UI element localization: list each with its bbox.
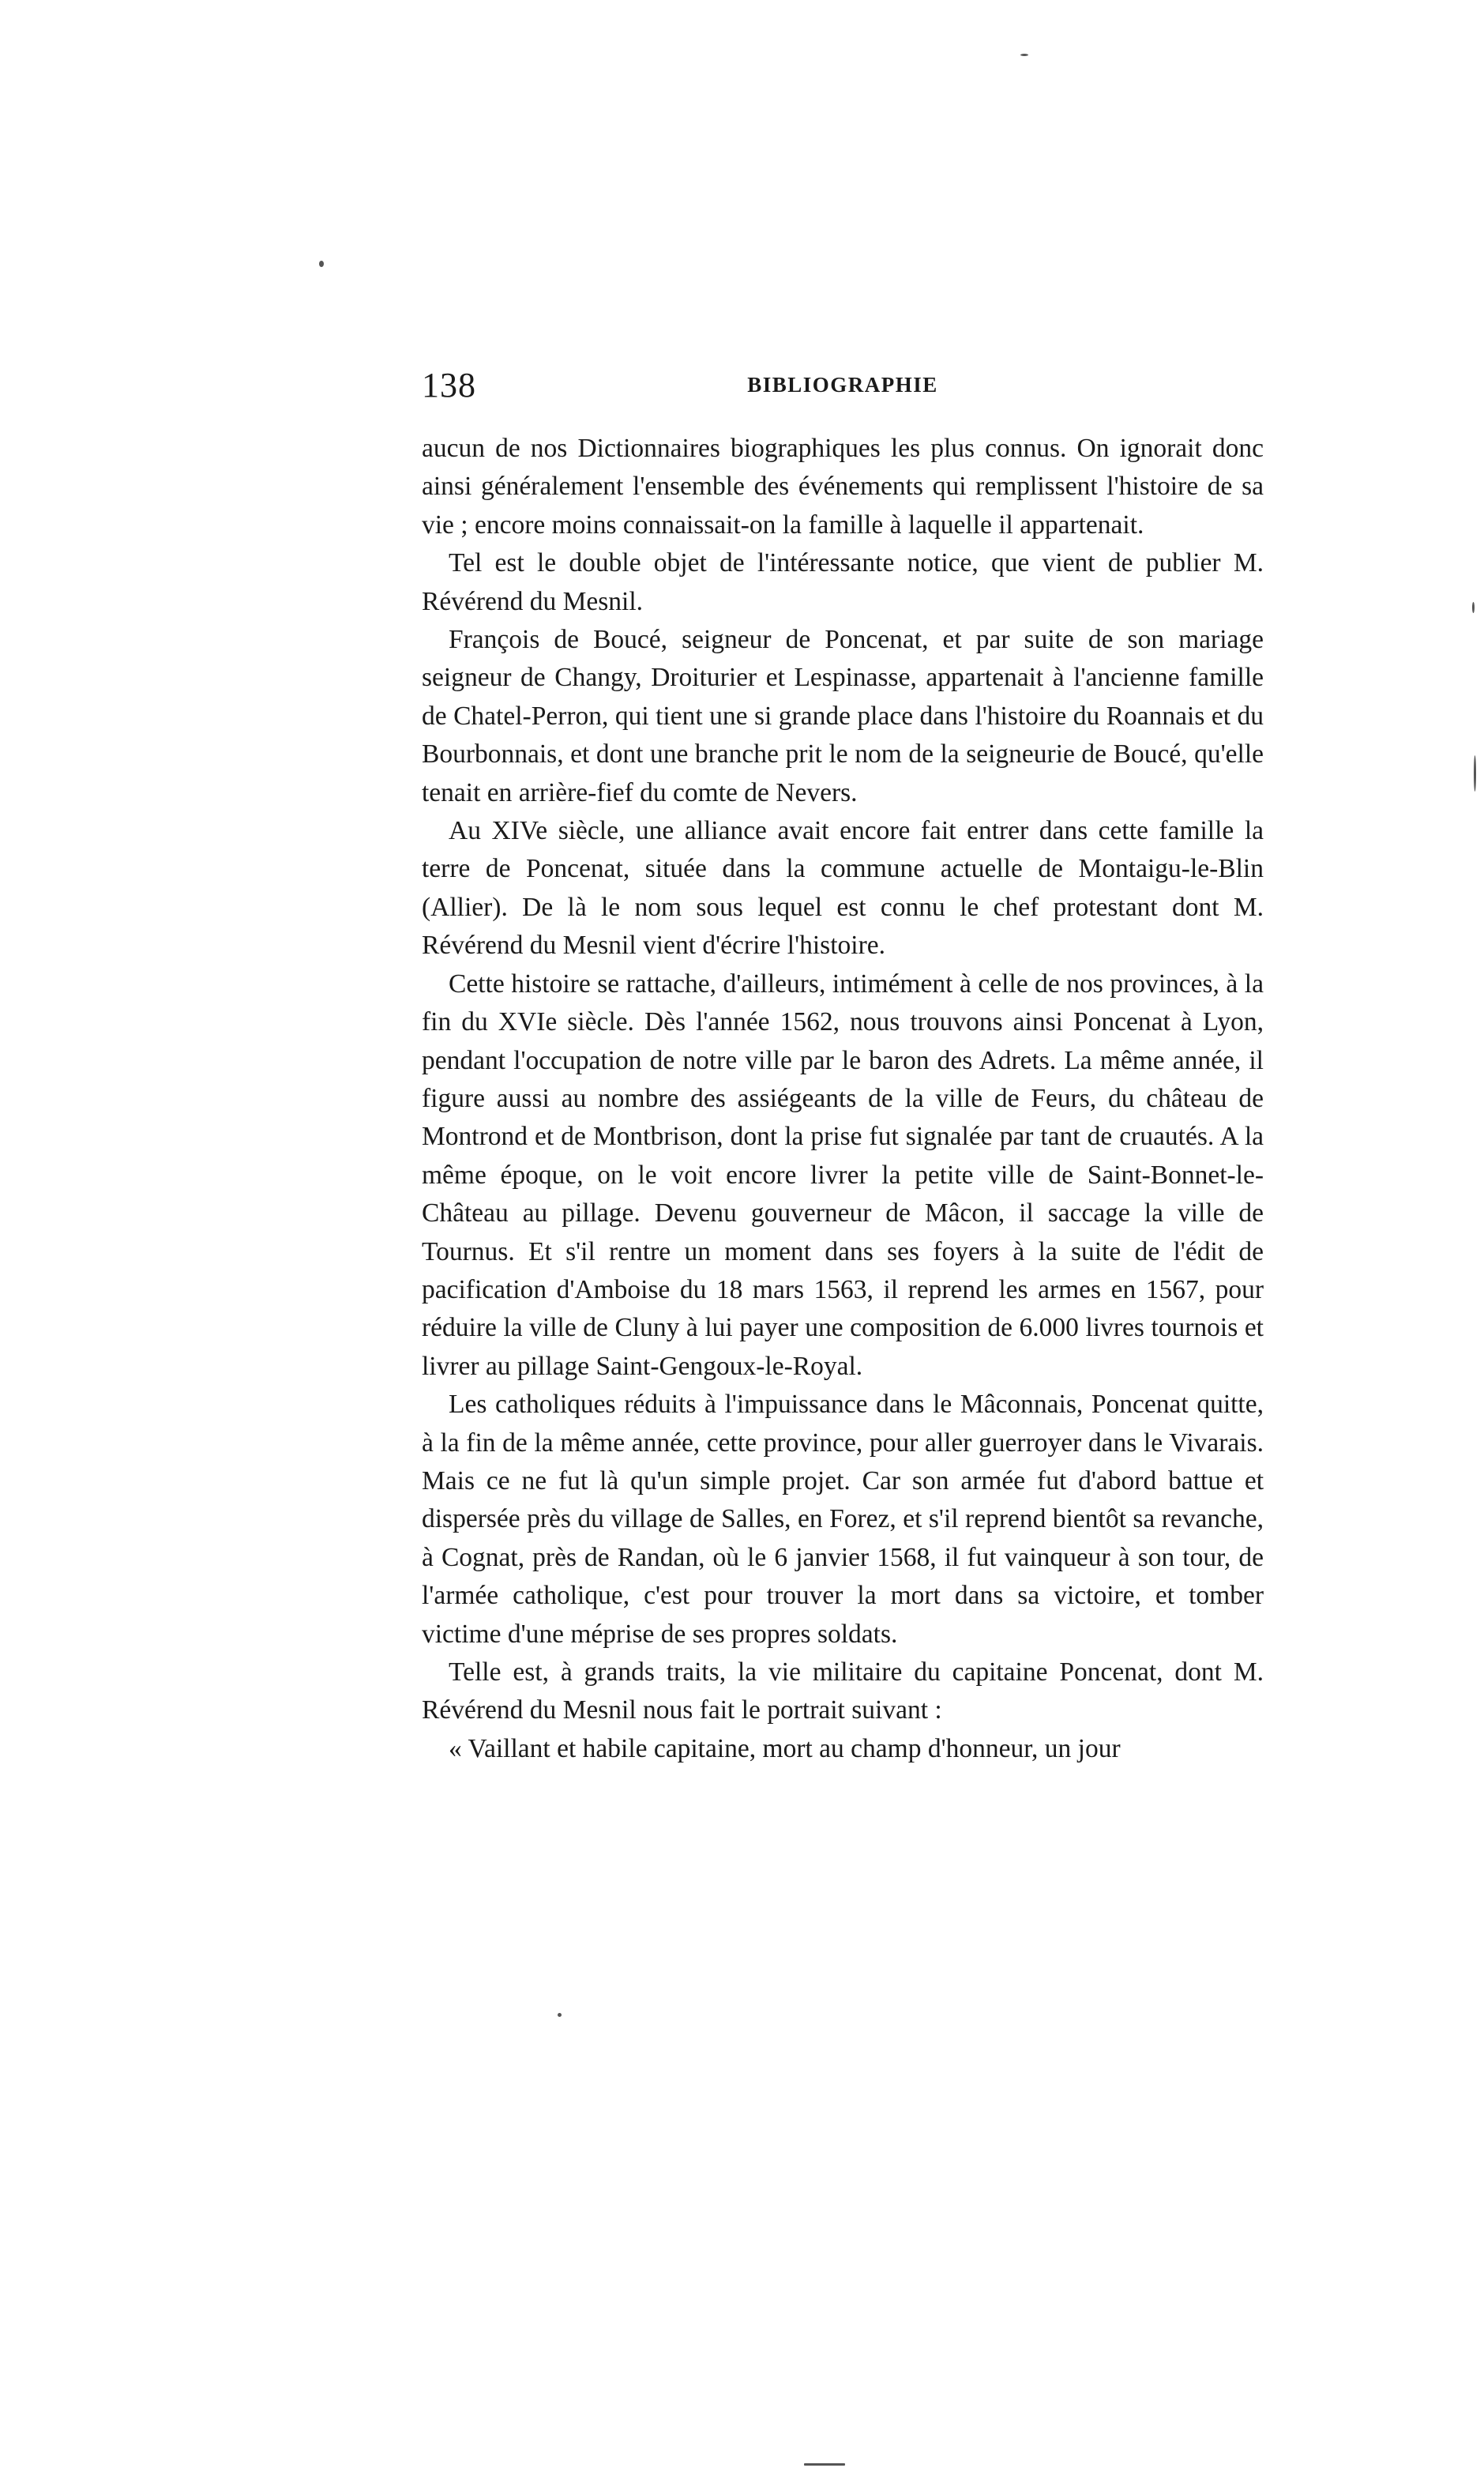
scan-speck <box>1020 54 1028 56</box>
paragraph-5: Cette histoire se rattache, d'ailleurs, intimément à celle de nos provinces, à la fin du XVIe siècle. Dès l'année 1562, nous trouvons ainsi Poncenat à Lyon, pendant l'occupation de notre ville par le baron des Adrets. La même année, il figure aussi au nombre des assiégeants de la ville de Feurs, du château de Montrond et de Montbrison, dont la prise fut signalée par tant de cruautés. A la même époque, on le voit encore livrer la petite ville de Saint-Bonnet-le-Château au pillage. Devenu gouverneur de Mâcon, il saccage la ville de Tournus. Et s'il rentre un moment dans ses foyers à la suite de l'édit de pacification d'Amboise du 18 mars 1563, il reprend les armes en 1567, pour réduire la ville de Cluny à lui payer une composition de 6.000 livres tournois et livrer au pillage Saint-Gengoux-le-Royal. <box>422 969 1264 1381</box>
paragraph-3: François de Boucé, seigneur de Poncenat, et par suite de son mariage seigneur de Changy, Droiturier et Lespinasse, appartenait à l'ancienne famille de Chatel-Perron, qui tient une si grande place dans l'histoire du Roannais et du Bourbonnais, et dont une branche prit le nom de la seigneurie de Boucé, qu'elle tenait en arrière-fief du comte de Nevers. <box>422 625 1264 807</box>
scan-speck <box>804 2463 845 2466</box>
scan-speck <box>1472 602 1475 613</box>
running-title: BIBLIOGRAPHIE <box>747 373 938 397</box>
page-header <box>422 365 1264 412</box>
scan-speck <box>558 2013 562 2017</box>
scan-speck <box>319 261 324 267</box>
page-number: 138 <box>422 366 476 404</box>
paragraph-6: Les catholiques réduits à l'impuissance dans le Mâconnais, Poncenat quitte, à la fin de la même année, cette province, pour aller guerroyer dans le Vivarais. Mais ce ne fut là qu'un simple projet. Car son armée fut d'abord battue et dispersée près du village de Salles, en Forez, et s'il reprend bientôt sa revanche, à Cognat, près de Randan, où le 6 janvier 1568, il fut vainqueur à son tour, de l'armée catholique, c'est pour trouver la mort dans sa victoire, et tomber victime d'une méprise de ses propres soldats. <box>422 1390 1264 1649</box>
paragraph-4: Au XIVe siècle, une alliance avait encore fait entrer dans cette famille la terre de Poncenat, située dans la commune actuelle de Montaigu-le-Blin (Allier). De là le nom sous lequel est connu le chef protestant dont M. Révérend du Mesnil vient d'écrire l'histoire. <box>422 816 1264 961</box>
paragraph-1: aucun de nos Dictionnaires biographiques les plus connus. On ignorait donc ainsi généralement l'ensemble des événements qui remplissent l'histoire de sa vie ; encore moins connaissait-on la famille à laquelle il appartenait. <box>422 434 1264 540</box>
body-text <box>422 430 1264 1768</box>
paragraph-8: « Vaillant et habile capitaine, mort au champ d'honneur, un jour <box>449 1733 1121 1763</box>
scan-speck <box>1474 755 1476 792</box>
paragraph-2: Tel est le double objet de l'intéressante notice, que vient de publier M. Révérend du Mesnil. <box>422 548 1264 616</box>
paragraph-7: Telle est, à grands traits, la vie militaire du capitaine Poncenat, dont M. Révérend du Mesnil nous fait le portrait suivant : <box>422 1657 1264 1725</box>
